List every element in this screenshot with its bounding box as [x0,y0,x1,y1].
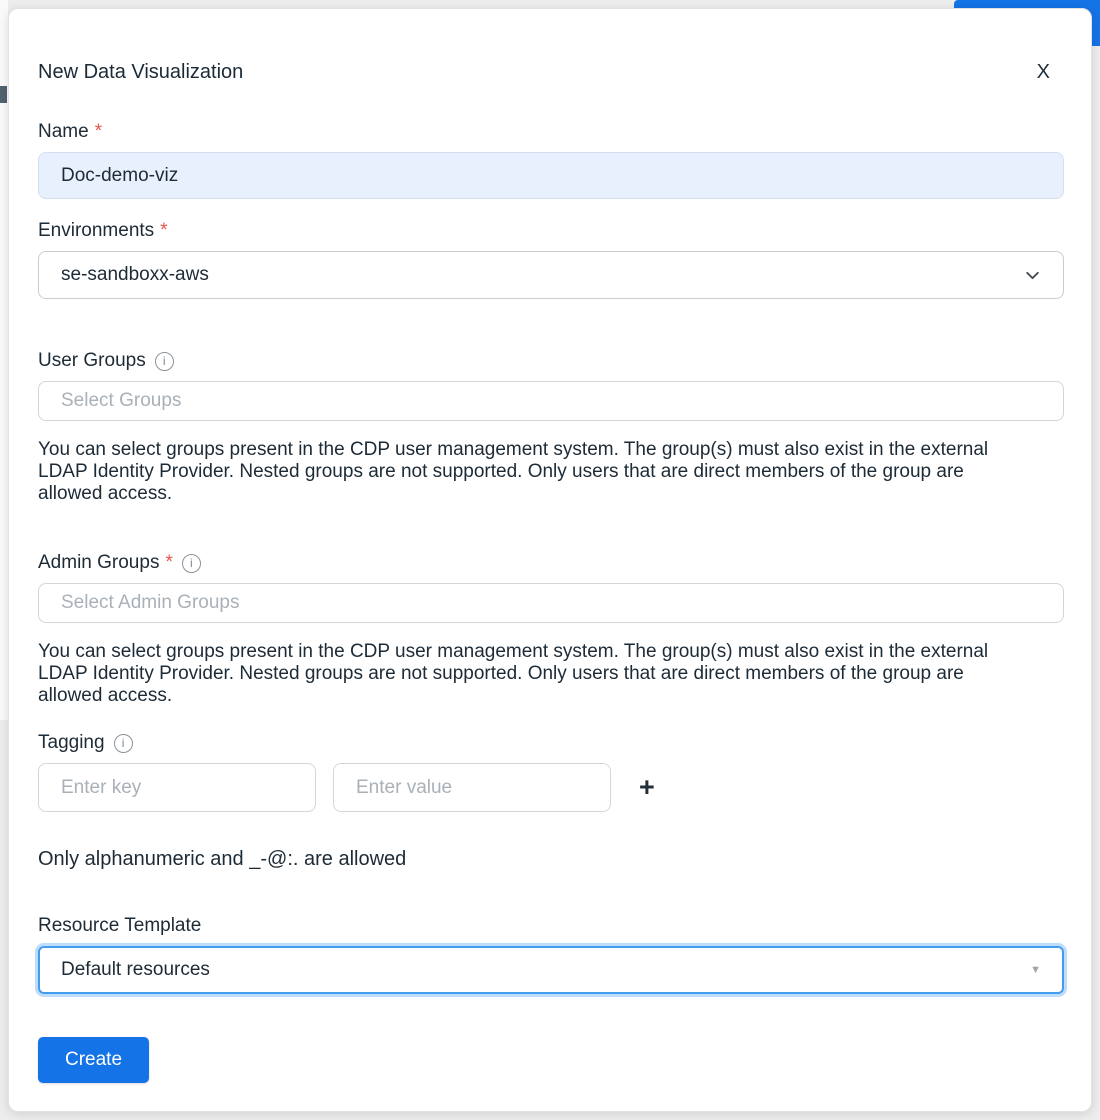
tag-value-input[interactable] [333,763,611,812]
new-data-visualization-modal [8,8,1092,1112]
background-left-fragment [0,86,7,103]
info-icon[interactable]: i [155,352,174,371]
environments-selected-value: se-sandboxx-aws [61,264,209,285]
tag-key-input[interactable] [38,763,316,812]
user-groups-field [38,350,1063,505]
name-field [38,121,1063,199]
tagging-note: Only alphanumeric and _-@:. are allowed [38,848,407,870]
resource-template-field [38,915,1063,994]
close-button[interactable]: X [1036,61,1050,83]
tagging-field [38,732,1063,871]
environments-label: Environments [38,220,155,241]
admin-groups-label: Admin Groups [38,552,160,573]
chevron-down-icon [1024,267,1041,284]
tagging-inputs-row [38,763,1063,812]
resource-template-label: Resource Template [38,915,202,936]
environments-field [38,220,1063,299]
user-groups-help-text: You can select groups present in the CDP user management system. The group(s) must also exist in the external LDAP Identity Provider. Nested groups are not supported. Only users that are direct members of the group are allowed access. [38,439,989,504]
user-groups-input[interactable] [38,381,1064,421]
user-groups-label: User Groups [38,350,146,371]
required-asterisk: * [94,121,103,142]
caret-down-icon: ▼ [1030,964,1041,976]
admin-groups-help-text: You can select groups present in the CDP user management system. The group(s) must also exist in the external LDAP Identity Provider. Nested groups are not supported. Only users that are direct members of the group are allowed access. [38,641,989,706]
create-button[interactable]: Create [38,1037,149,1083]
name-input[interactable] [38,152,1064,199]
admin-groups-input[interactable] [38,583,1064,623]
modal-title: New Data Visualization [38,61,244,83]
required-asterisk: * [160,220,168,241]
name-label: Name [38,121,89,142]
required-asterisk: * [165,552,173,573]
admin-groups-field [38,552,1063,707]
page-background-strip [0,0,8,720]
environments-select[interactable] [38,251,1064,299]
tagging-label: Tagging [38,732,105,753]
info-icon[interactable]: i [114,734,133,753]
resource-template-select[interactable] [38,946,1064,994]
modal-header [38,61,1063,83]
resource-template-selected-value: Default resources [61,959,210,980]
add-tag-button[interactable]: + [639,772,655,802]
info-icon[interactable]: i [182,554,201,573]
